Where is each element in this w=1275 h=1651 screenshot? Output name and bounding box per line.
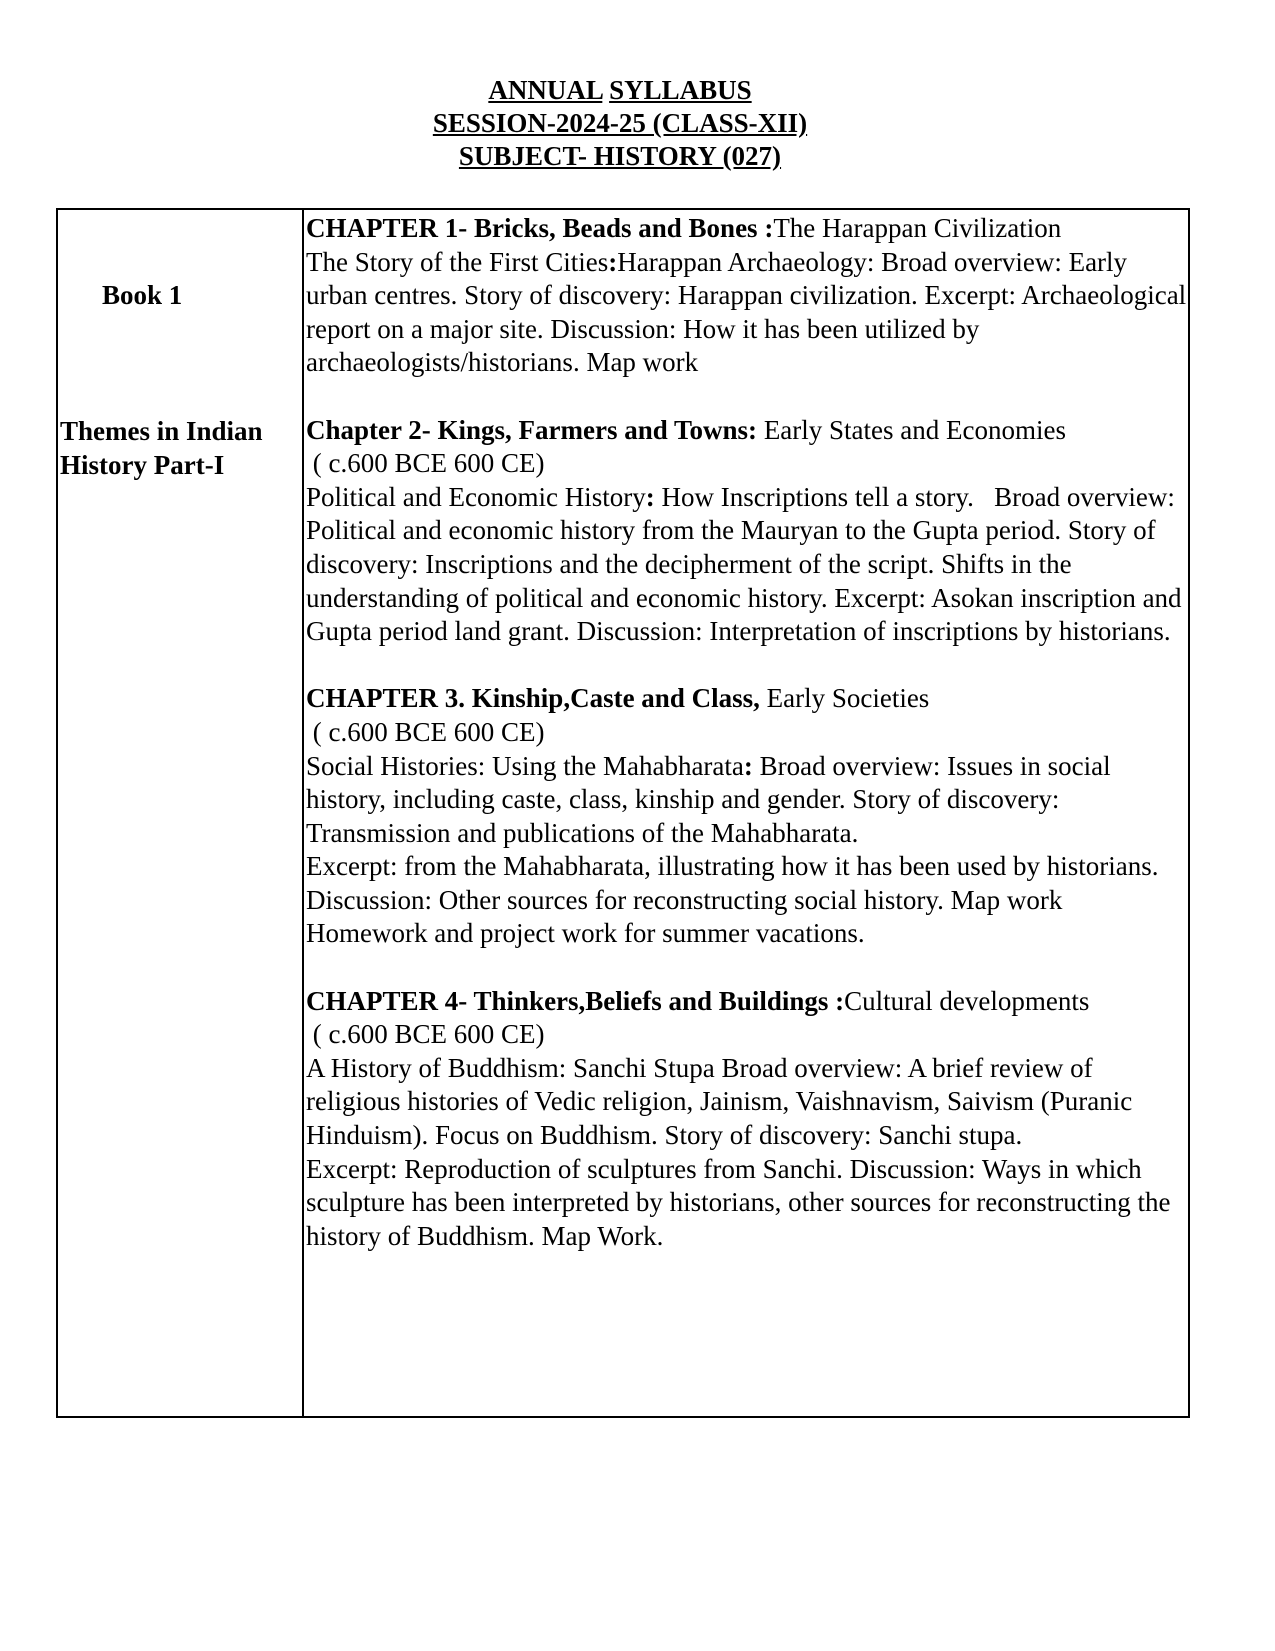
chapter-body: The Story of the First Cities:Harappan Archaeology: Broad overview: Early urban centres. Story of discovery: Harappan civilization. Excerpt: Archaeological report on a major site. Discussion: How it has been utilized by archaeologists/historians. Map work [306, 246, 1187, 378]
chapters-column [304, 210, 1188, 1416]
header-line-3 [0, 140, 1240, 173]
header-annual: ANNUAL [488, 75, 603, 105]
book-column [58, 210, 304, 1416]
chapter-excerpt: Excerpt: from the Mahabharata, illustrating how it has been used by historians. Discussion: Other sources for reconstructing social history. Map work Homework and project work for summer vacations. [306, 851, 1159, 949]
chapter-heading [306, 682, 1188, 716]
chapter-body-lead: Social Histories: Using the Mahabharata [306, 750, 744, 781]
header-line-1 [0, 74, 1240, 107]
chapter-heading [306, 414, 1188, 448]
header-line-2 [0, 107, 1240, 140]
chapter-body-text: Harappan Archaeology: Broad overview: Early urban centres. Story of discovery: Harappan civilization. Excerpt: Archaeological report on a major site. Discussion: How it has been utilized by archaeologists/historians. Map work [306, 246, 1187, 378]
chapter-title: Chapter 2- Kings, Farmers and Towns: [306, 414, 758, 445]
chapter-body: Political and Economic History: How Inscriptions tell a story. Broad overview: Political and economic history from the Mauryan to the Gupta period. Story of discovery: Inscriptions and the decipherment of the script. Shifts in the understanding of political and economic history. Excerpt: Asokan inscription and Gupta period land grant. Discussion: Interpretation of inscriptions by historians. [306, 481, 1189, 647]
chapter-subtitle: The Harappan Civilization [773, 213, 1062, 243]
chapter-1 [306, 212, 1188, 380]
chapter-heading [306, 212, 1188, 246]
chapter-body: A History of Buddhism: Sanchi Stupa Broad overview: A brief review of religious histories of Vedic religion, Jainism, Vaishnavism, Saivism (Puranic Hinduism). Focus on Buddhism. Story of discovery: Sanchi stupa. [306, 1052, 1133, 1151]
chapter-subtitle: Cultural developments [844, 985, 1090, 1016]
header-syllabus: SYLLABUS [609, 75, 752, 105]
chapter-body-lead: Political and Economic History [306, 481, 646, 512]
chapter-2 [306, 414, 1188, 649]
book-label: Book 1 [102, 280, 183, 310]
header-session: SESSION-2024-25 (CLASS-XII) [432, 108, 808, 138]
chapter-body-lead: The Story of the First Cities [306, 246, 609, 277]
chapter-subtitle: Early Societies [759, 683, 930, 714]
header-subject: SUBJECT- HISTORY (027) [458, 141, 782, 171]
chapter-title: CHAPTER 1- Bricks, Beads and Bones : [306, 213, 774, 243]
chapter-4 [306, 985, 1188, 1254]
chapter-body-text: How Inscriptions tell a story. Broad overview: Political and economic history from the Mauryan to the Gupta period. Story of discovery: Inscriptions and the decipherment of the script. Shifts in the understanding of political and economic history. Excerpt: Asokan inscription and Gupta period land grant. Discussion: Interpretation of inscriptions by historians. [306, 481, 1189, 647]
chapter-body: Social Histories: Using the Mahabharata: Broad overview: Issues in social history, including caste, class, kinship and gender. Story of discovery: Transmission and publications of the Mahabharata. [306, 750, 1111, 848]
chapter-subtitle: Early States and Economies [757, 414, 1066, 445]
chapter-title: CHAPTER 4- Thinkers,Beliefs and Buildings : [306, 985, 845, 1016]
chapter-period: ( c.600 BCE 600 CE) [306, 448, 545, 479]
chapter-period: ( c.600 BCE 600 CE) [306, 716, 545, 747]
chapter-body-text: Broad overview: Issues in social history, including caste, class, kinship and gender. Story of discovery: Transmission and publications of the Mahabharata. [306, 750, 1111, 848]
book-title: Themes in Indian History Part-I [60, 416, 263, 480]
chapter-3 [306, 682, 1188, 951]
chapter-heading [306, 985, 1188, 1019]
chapter-title: CHAPTER 3. Kinship,Caste and Class, [306, 683, 760, 714]
chapter-period: ( c.600 BCE 600 CE) [306, 1019, 545, 1050]
document-header [0, 74, 1240, 173]
chapter-excerpt: Excerpt: Reproduction of sculptures from Sanchi. Discussion: Ways in which sculpture has been interpreted by historians, other sources for reconstructing the history of Buddhism. Map Work. [306, 1153, 1171, 1251]
syllabus-table [56, 208, 1190, 1418]
